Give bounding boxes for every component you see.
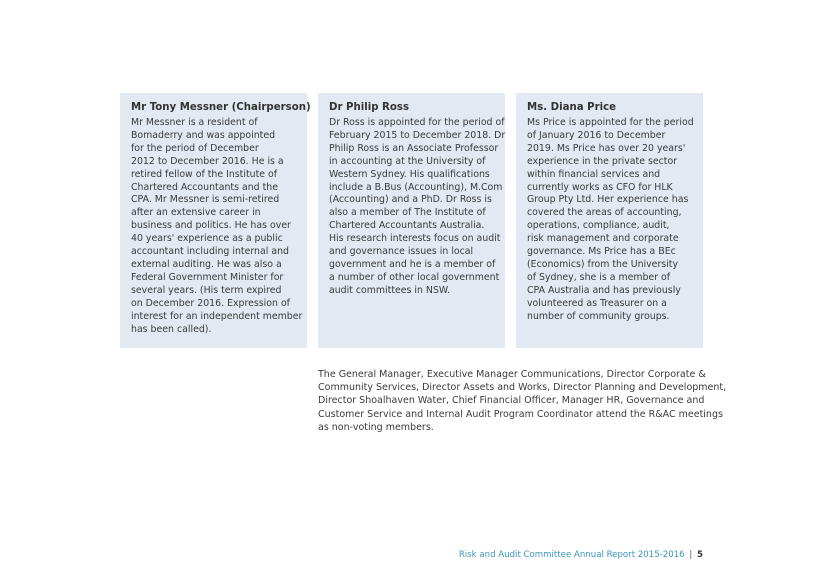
bio-line: His research interests focus on audit <box>329 233 501 245</box>
bio-line: Mr Messner is a resident of <box>131 117 258 128</box>
bio-line: Federal Government Minister for <box>131 271 284 283</box>
bio-line: CPA Australia and has previously <box>527 284 681 296</box>
bio-line: Chartered Accountants and the <box>131 181 278 193</box>
bio-line: February 2015 to December 2018. Dr <box>329 129 506 141</box>
bio-line: number of community groups. <box>527 310 670 322</box>
bio-line: Group Pty Ltd. Her experience has <box>527 194 689 206</box>
bio-line: government and he is a member of <box>329 258 496 270</box>
bio-line: on December 2016. Expression of <box>131 297 290 309</box>
member-bio <box>329 117 506 298</box>
report-title: Risk and Audit Committee Annual Report 2015-2016 <box>458 550 685 560</box>
bio-line: in accounting at the University of <box>329 155 486 167</box>
bio-line: volunteered as Treasurer on a <box>527 297 667 309</box>
bio-line: 2012 to December 2016. He is a <box>131 155 284 167</box>
bio-line: 40 years' experience as a public <box>131 233 283 245</box>
bio-line: and governance issues in local <box>329 246 474 258</box>
bio-line: several years. (His term expired <box>131 284 282 296</box>
bio-line: Dr Ross is appointed for the period of <box>329 117 505 128</box>
bio-line: Western Sydney. His qualifications <box>329 168 490 180</box>
bio-line: external auditing. He was also a <box>131 258 282 270</box>
bio-line: interest for an independent member <box>131 310 303 322</box>
member-bio <box>527 117 693 324</box>
bio-line: (Accounting) and a PhD. Dr Ross is <box>329 194 492 206</box>
bio-line: 2019. Ms Price has over 20 years' <box>527 142 686 154</box>
bio-line: covered the areas of accounting, <box>527 207 682 219</box>
note-line: Customer Service and Internal Audit Program Coordinator attend the R&AC meetings <box>318 408 723 420</box>
footer-separator: | <box>689 550 693 560</box>
member-card-price <box>516 93 703 348</box>
bio-line: accountant including internal and <box>131 246 289 258</box>
member-name: Dr Philip Ross <box>329 102 410 113</box>
note-line: Community Services, Director Assets and Works, Director Planning and Development, <box>318 382 727 394</box>
bio-line: risk management and corporate <box>527 233 679 245</box>
member-card-ross <box>318 93 505 348</box>
bio-line: CPA. Mr Messner is semi-retired <box>131 194 280 206</box>
bio-line: Philip Ross is an Associate Professor <box>329 142 499 154</box>
bio-line: (Economics) from the University <box>527 258 679 270</box>
bio-line: a number of other local government <box>329 271 500 283</box>
bio-line: Chartered Accountants Australia. <box>329 220 485 232</box>
bio-line: include a B.Bus (Accounting), M.Com <box>329 181 503 193</box>
bio-line: Bomaderry and was appointed <box>131 129 276 141</box>
member-bio <box>131 117 303 336</box>
bio-line: within financial services and <box>527 168 661 180</box>
page-footer <box>459 549 703 561</box>
bio-line: has been called). <box>131 323 212 335</box>
bio-line: also a member of The Institute of <box>329 207 486 219</box>
bio-line: of January 2016 to December <box>527 129 666 141</box>
note-line: The General Manager, Executive Manager Communications, Director Corporate & <box>318 369 706 380</box>
bio-line: experience in the private sector <box>527 155 678 167</box>
bio-line: of Sydney, she is a member of <box>527 271 671 283</box>
non-voting-members-note <box>318 368 726 434</box>
bio-line: after an extensive career in <box>131 207 261 219</box>
bio-line: governance. Ms Price has a BEc <box>527 246 676 258</box>
bio-line: audit committees in NSW. <box>329 284 451 296</box>
page-number: 5 <box>697 550 703 560</box>
bio-line: retired fellow of the Institute of <box>131 168 278 180</box>
member-card-messner <box>120 93 311 348</box>
member-name: Mr Tony Messner (Chairperson) <box>131 102 311 113</box>
member-name: Ms. Diana Price <box>527 102 617 113</box>
note-line: as non-voting members. <box>318 421 434 433</box>
note-line: Director Shoalhaven Water, Chief Financial Officer, Manager HR, Governance and <box>318 395 705 407</box>
bio-line: business and politics. He has over <box>131 220 291 232</box>
bio-line: for the period of December <box>131 142 259 154</box>
bio-line: operations, compliance, audit, <box>527 220 670 232</box>
bio-line: currently works as CFO for HLK <box>527 181 673 193</box>
bio-line: Ms Price is appointed for the period <box>527 117 694 128</box>
